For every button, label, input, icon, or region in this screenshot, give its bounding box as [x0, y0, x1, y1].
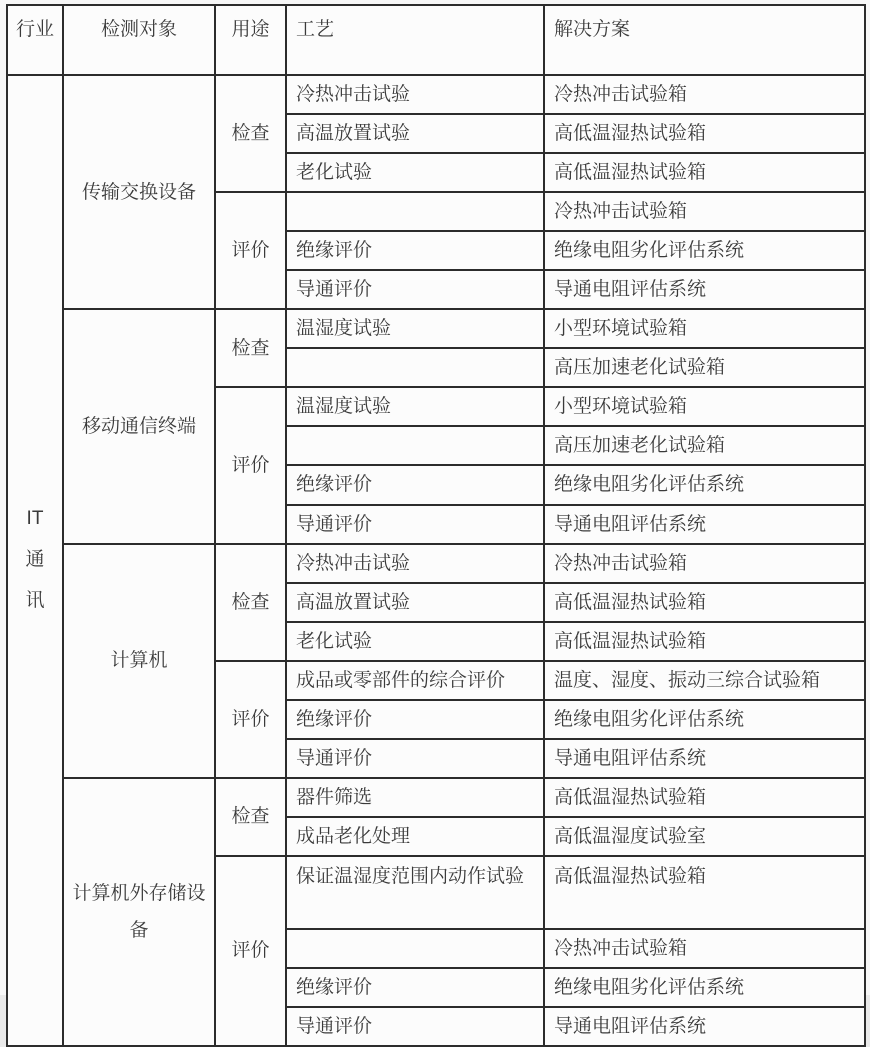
- solution-cell: 绝缘电阻劣化评估系统: [544, 465, 865, 504]
- process-cell: 温湿度试验: [286, 387, 544, 426]
- table-header-row: [7, 5, 865, 75]
- solution-cell: 高低温湿热试验箱: [544, 778, 865, 817]
- process-cell: 温湿度试验: [286, 309, 544, 348]
- solution-cell: 导通电阻评估系统: [544, 1007, 865, 1046]
- solution-cell: 绝缘电阻劣化评估系统: [544, 231, 865, 270]
- process-cell: [286, 929, 544, 968]
- solution-cell: 高压加速老化试验箱: [544, 426, 865, 465]
- process-cell: 绝缘评价: [286, 231, 544, 270]
- process-cell: [286, 426, 544, 465]
- process-cell: [286, 192, 544, 231]
- process-cell: 冷热冲击试验: [286, 544, 544, 583]
- header-process: 工艺: [286, 5, 544, 75]
- industry-char: 通: [25, 549, 45, 571]
- process-cell: [286, 348, 544, 387]
- industry-char: IT: [26, 508, 44, 530]
- solution-cell: 高低温湿热试验箱: [544, 622, 865, 661]
- process-cell: 绝缘评价: [286, 465, 544, 504]
- process-cell: 导通评价: [286, 505, 544, 544]
- purpose-cell: 检查: [215, 544, 286, 661]
- table-row: [7, 75, 865, 114]
- solution-cell: 高低温湿热试验箱: [544, 856, 865, 929]
- purpose-cell: 评价: [215, 856, 286, 1046]
- process-cell: 老化试验: [286, 622, 544, 661]
- industry-char: 讯: [25, 589, 45, 611]
- process-cell: 老化试验: [286, 153, 544, 192]
- process-cell: 保证温湿度范围内动作试验: [286, 856, 544, 929]
- header-purpose: 用途: [215, 5, 286, 75]
- solution-cell: 绝缘电阻劣化评估系统: [544, 700, 865, 739]
- object-cell: 移动通信终端: [63, 309, 215, 543]
- process-cell: 高温放置试验: [286, 114, 544, 153]
- solution-cell: 冷热冲击试验箱: [544, 544, 865, 583]
- solution-cell: 高低温湿热试验箱: [544, 114, 865, 153]
- solution-cell: 导通电阻评估系统: [544, 739, 865, 778]
- purpose-cell: 评价: [215, 661, 286, 778]
- table-row: [7, 309, 865, 348]
- purpose-cell: 检查: [215, 309, 286, 387]
- solution-cell: 高低温湿热试验箱: [544, 153, 865, 192]
- solution-cell: 导通电阻评估系统: [544, 270, 865, 309]
- solution-cell: 高低温湿度试验室: [544, 817, 865, 856]
- process-cell: 高温放置试验: [286, 583, 544, 622]
- purpose-cell: 评价: [215, 192, 286, 309]
- solution-cell: 高压加速老化试验箱: [544, 348, 865, 387]
- solution-cell: 小型环境试验箱: [544, 387, 865, 426]
- purpose-cell: 评价: [215, 387, 286, 543]
- purpose-cell: 检查: [215, 75, 286, 192]
- industry-solution-table: [6, 4, 866, 1047]
- object-cell: 计算机: [63, 544, 215, 778]
- solution-cell: 小型环境试验箱: [544, 309, 865, 348]
- purpose-cell: 检查: [215, 778, 286, 856]
- process-cell: 导通评价: [286, 739, 544, 778]
- solution-cell: 冷热冲击试验箱: [544, 75, 865, 114]
- table-row: [7, 778, 865, 817]
- solution-cell: 高低温湿热试验箱: [544, 583, 865, 622]
- header-industry: 行业: [7, 5, 63, 75]
- industry-cell: [7, 75, 63, 1046]
- process-cell: 导通评价: [286, 1007, 544, 1046]
- process-cell: 绝缘评价: [286, 700, 544, 739]
- solution-cell: 温度、湿度、振动三综合试验箱: [544, 661, 865, 700]
- process-cell: 冷热冲击试验: [286, 75, 544, 114]
- solution-cell: 冷热冲击试验箱: [544, 929, 865, 968]
- process-cell: 成品老化处理: [286, 817, 544, 856]
- process-cell: 器件筛选: [286, 778, 544, 817]
- process-cell: 成品或零部件的综合评价: [286, 661, 544, 700]
- process-cell: 导通评价: [286, 270, 544, 309]
- process-cell: 绝缘评价: [286, 968, 544, 1007]
- solution-cell: 绝缘电阻劣化评估系统: [544, 968, 865, 1007]
- header-solution: 解决方案: [544, 5, 865, 75]
- table-row: [7, 544, 865, 583]
- solution-cell: 冷热冲击试验箱: [544, 192, 865, 231]
- object-cell: 计算机外存储设备: [63, 778, 215, 1046]
- object-cell: 传输交换设备: [63, 75, 215, 309]
- solution-cell: 导通电阻评估系统: [544, 505, 865, 544]
- header-test-object: 检测对象: [63, 5, 215, 75]
